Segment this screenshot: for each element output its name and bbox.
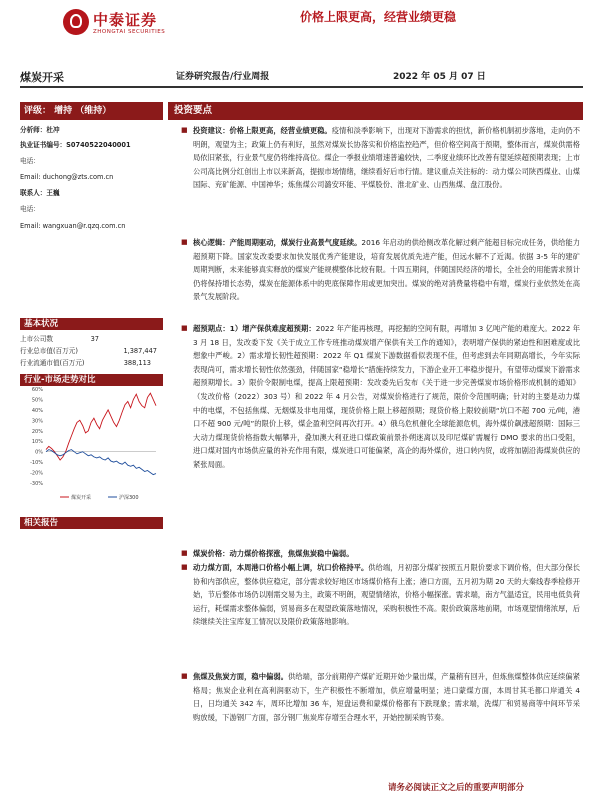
header-divider bbox=[20, 86, 583, 88]
basic-label: 行业总市值(百万元) bbox=[20, 347, 78, 355]
bullet-icon: ■ bbox=[181, 324, 188, 332]
paragraph-core-logic bbox=[168, 236, 580, 304]
phone-1: 电话： bbox=[20, 157, 40, 165]
basic-row bbox=[20, 347, 159, 356]
report-date: 2022 年 05 月 07 日 bbox=[393, 72, 486, 82]
basic-label: 行业流通市值(百万元) bbox=[20, 359, 85, 367]
y-tick-label: 0% bbox=[35, 449, 43, 456]
analyst-line bbox=[20, 126, 60, 135]
basic-value: 1,387,447 bbox=[123, 347, 157, 355]
analyst-name: 杜冲 bbox=[46, 126, 60, 134]
para-body: 2022 年产能再核理，再挖掘的空间有限，再增加 3 亿吨产能的难度大。2022 年 3 月 18 日，发改委下发《关于成立工作专班推动煤炭增产保供有关工作的通知》，表明增产保供的紧迫性和困难度或比想象中严峻。2）需求增长韧性超预期：2022 年 Q1 煤炭下游数据看似表现不佳，但考虑到去年同期高增长，今年实际表现尚可，需求增长韧性依然强劲，伴随国家“稳增长”措施持续发力，下游企业开工率稳步提升，有望带动煤炭下游需求超预期增长。3）限价令限制电煤，提高上限超预期：发改委先后发布《关于进一步完善煤炭市场价格形成机制的通知》（发改价格（2022）303 号）和 2022 年 4 月公告，对煤炭价格进行了规范，限价令范围明确；针对的主要是动力煤中的电煤，不包括焦煤、无烟煤及非电用煤，现货价格上限上移超预期；现货价格上限较前期“坑口不超 700 元/吨，港口不超 900 元/吨”的限价上移，煤企盈利空间再次打开。4）俄乌危机催化全球能源危机，海外煤价飙涨超预期：国际三大动力煤现货价格指数大幅攀升，叠加澳大利亚进口煤政策前景扑朔迷离以及印尼煤矿需履行 DMO 要求的出口受阻，进口煤对国内市场供应量的补充作用有限，煤炭进口可能偏紧，高企的海外煤价，进口转内贸，或将加剧沿海煤炭供应的紧张局面。 bbox=[193, 324, 581, 469]
bullet-icon: ■ bbox=[181, 126, 188, 134]
para-heading: 煤炭价格：动力煤价格探涨，焦煤焦炭稳中偏弱。 bbox=[193, 549, 354, 558]
paragraph-investment bbox=[168, 124, 580, 192]
legend-label: 沪深300 bbox=[119, 495, 139, 501]
bullet-icon: ■ bbox=[181, 672, 188, 680]
y-tick-label: 60% bbox=[31, 387, 43, 393]
para-heading: 超预期点：1）增产保供难度超预期： bbox=[193, 324, 316, 333]
contact-name: 王巍 bbox=[46, 189, 60, 197]
y-tick-label: -20% bbox=[30, 470, 43, 477]
bullet-icon: ■ bbox=[181, 549, 188, 557]
contact-line bbox=[20, 189, 60, 198]
logo-text-cn: 中泰证券 bbox=[93, 11, 158, 29]
basic-label: 上市公司数 bbox=[20, 335, 53, 343]
contact-label: 联系人： bbox=[20, 189, 47, 197]
para-body: 供给端，月初部分煤矿按照五月限价要求下调价格，但大部分保长协和内部供应，整体供应稳定，部分需求较好地区市场煤价格有上涨；港口方面，五月初为期 20 天的大秦线春季检修开始，节后整体市场仍以刚需交易为主，政策不明朗，观望情绪浓，价格小幅探涨。需求端，南方气温适宜，民用电低负荷运行，耗煤需求整体偏弱，贸易商多在观望政策落地情况，采购积极性不高。限价政策落地前期，市场观望情绪浓厚，后续继续关注宝库复工情况以及限价政策落地影响。 bbox=[193, 563, 581, 627]
paragraph-upside bbox=[168, 322, 580, 472]
bullet-icon: ■ bbox=[181, 563, 188, 571]
y-tick-label: 30% bbox=[31, 418, 43, 425]
basic-row bbox=[20, 335, 159, 344]
basic-value: 388,113 bbox=[123, 359, 151, 367]
rating-badge: 评级： 增持 （维持） bbox=[20, 102, 163, 120]
y-tick-label: 40% bbox=[31, 407, 43, 414]
key-points-title: 投资要点 bbox=[168, 102, 583, 120]
analyst-label: 分析师： bbox=[20, 126, 47, 134]
y-tick-label: 20% bbox=[31, 428, 43, 435]
y-tick-label: 10% bbox=[31, 439, 43, 446]
email-1[interactable]: Email: duchong@zts.com.cn bbox=[20, 173, 114, 181]
related-reports-title: 相关报告 bbox=[20, 517, 163, 529]
cert-line bbox=[20, 141, 131, 150]
logo-icon bbox=[63, 9, 89, 35]
para-heading: 核心逻辑：产能周期驱动，煤炭行业高景气度延续。 bbox=[193, 238, 362, 247]
y-tick-label: -30% bbox=[30, 481, 43, 487]
para-heading: 投资建议：价格上限更高，经营业绩更稳。 bbox=[193, 126, 332, 135]
basic-info-title: 基本状况 bbox=[20, 318, 163, 330]
email-2[interactable]: Email: wangxuan@r.qzq.com.cn bbox=[20, 222, 126, 230]
disclaimer-footer: 请务必阅读正文之后的重要声明部分 bbox=[388, 783, 525, 793]
basic-value: 37 bbox=[90, 335, 99, 343]
y-tick-label: -10% bbox=[30, 460, 43, 467]
logo-text-en: ZHONGTAI SECURITIES bbox=[93, 29, 166, 35]
report-title: 价格上限更高，经营业绩更稳 bbox=[300, 10, 457, 24]
cert-number: S0740522040001 bbox=[66, 141, 131, 149]
trend-chart-title: 行业-市场走势对比 bbox=[20, 374, 163, 386]
legend-label: 煤炭开采 bbox=[71, 495, 92, 501]
trend-chart bbox=[20, 383, 159, 505]
basic-row bbox=[20, 359, 159, 368]
paragraph-coking-coal bbox=[168, 670, 580, 724]
phone-2: 电话： bbox=[20, 205, 40, 213]
cert-label: 执业证书编号： bbox=[20, 141, 67, 149]
para-heading: 焦煤及焦炭方面，稳中偏弱。 bbox=[193, 672, 288, 681]
paragraph-thermal-coal bbox=[168, 561, 580, 629]
para-body: 2016 年启动的供给侧改革化解过剩产能超目标完成任务，供给能力超预期下降。国家发改委要求加快发展优秀产能建设，培育发展优质先进产能，但远水解不了近渴。依据 3-5 年的建矿周期判断，未来能够真实释放的煤炭产能规模整体比较有限。十四五期间，伴随国民经济的增长，全社会的用能需求预计仍将保持增长态势，煤炭在能源体系中的兜底保障作用或更加突出。煤炭的绝对消费量将稳中有增，煤炭行业依然处在高景气发展阶段。 bbox=[193, 238, 581, 302]
series-line-2 bbox=[46, 450, 156, 475]
y-tick-label: 50% bbox=[31, 397, 43, 404]
bullet-icon: ■ bbox=[181, 238, 188, 246]
series-line-1 bbox=[46, 393, 156, 460]
paragraph-prices bbox=[168, 547, 580, 561]
report-type: 证券研究报告/行业周报 bbox=[176, 72, 270, 82]
industry-name: 煤炭开采 bbox=[20, 71, 64, 84]
para-heading: 动力煤方面，本周港口价格小幅上调，坑口价格持平。 bbox=[193, 563, 369, 572]
para-body: 疫情和淡季影响下，出现对下游需求的担忧，新价格机制初步落地，走向仍不明朗，观望为主；政策上仍有利好，虽然对煤炭长协落实和价格监控趋严，但价格空间高于预期，整体而言，煤炭供需格局依旧紧张，行业景气度仍将维持高位。煤企一季报业绩增速普遍较快，二季度业绩环比改善有望延续超预期表现；上市公司高比例分红创出上市以来新高，提振市场情绪，继续看好后市行情。建议重点关注标的：动力煤公司陕西煤业、山煤国际、兖矿能源、中国神华；炼焦煤公司潞安环能、平煤股份、淮北矿业、山西焦煤、盘江股份。 bbox=[193, 126, 581, 190]
para-body: 供给端，部分前期停产煤矿近期开始少量出煤，产量稍有回升，但炼焦煤整体供应延续偏紧格局；焦炭企业利在高利润驱动下，生产积极性不断增加，供应增量明显；进口蒙煤方面，本周甘其毛都口岸通关 4 日，日均通关 342 车，周环比增加 36 车，短盘运费和蒙煤价格都有下跌现象；需求端，洗煤厂和贸易商等中间环节采购放缓，下游钢厂方面，部分钢厂焦炭库存增至合理水平，开始控制采购节奏。 bbox=[193, 672, 581, 722]
